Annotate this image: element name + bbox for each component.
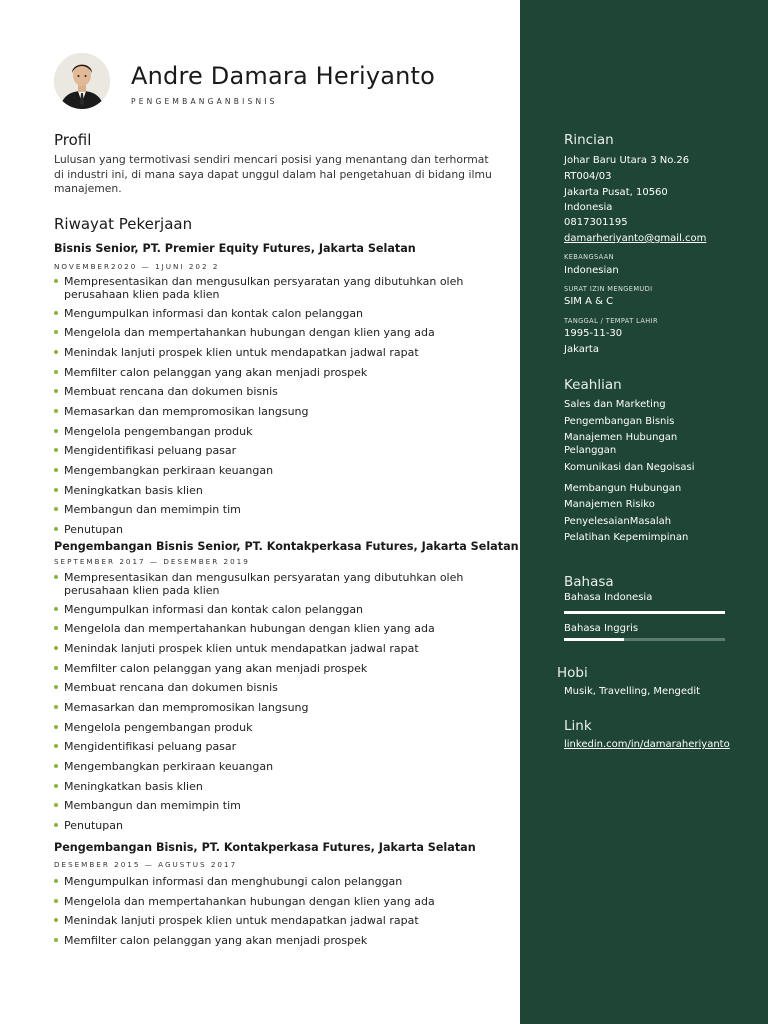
job-duties-list <box>54 571 494 839</box>
list-item: Menindak lanjuti prospek klien untuk mendapatkan jadwal rapat <box>54 346 494 359</box>
person-icon <box>54 53 110 109</box>
list-item: Mengumpulkan informasi dan kontak calon pelanggan <box>54 603 494 616</box>
skill-item: Manajemen Hubungan <box>564 432 678 443</box>
skill-item: PenyelesaianMasalah <box>564 516 672 527</box>
list-item: Memasarkan dan mempromosikan langsung <box>54 701 494 714</box>
list-item: Meningkatkan basis klien <box>54 780 494 793</box>
hobbies-text: Musik, Travelling, Mengedit <box>564 686 701 697</box>
nationality-label: KEBANGSAAN <box>564 253 615 261</box>
candidate-name: Andre Damara Heriyanto <box>131 62 436 90</box>
skill-item: Membangun Hubungan <box>564 483 682 494</box>
language-level-bar <box>564 611 725 614</box>
skill-item: Manajemen Risiko <box>564 499 655 510</box>
profile-summary: Lulusan yang termotivasi sendiri mencari posisi yang menantang dan terhormat di industri ini, di mana saya dapat unggul dalam hal pengetahuan di bidang ilmu manajemen. <box>54 153 492 195</box>
country: Indonesia <box>564 202 613 213</box>
license-label: SURAT IZIN MENGEMUDI <box>564 285 653 293</box>
address-line: Johar Baru Utara 3 No.26 <box>564 155 690 166</box>
list-item: Mengelola dan mempertahankan hubungan dengan klien yang ada <box>54 895 494 908</box>
job-duties-list <box>54 275 494 543</box>
birth-label: TANGGAL / TEMPAT LAHIR <box>564 317 658 325</box>
job-title: Pengembangan Bisnis Senior, PT. Kontakperkasa Futures, Jakarta Selatan <box>54 540 519 553</box>
job-dates: SEPTEMBER 2017 — DESEMBER 2019 <box>54 557 250 566</box>
list-item: Mengelola pengembangan produk <box>54 721 494 734</box>
skill-item: Komunikasi dan Negoisasi <box>564 462 695 473</box>
list-item: Menindak lanjuti prospek klien untuk mendapatkan jadwal rapat <box>54 914 494 927</box>
language-level-bar <box>564 638 725 641</box>
job-dates: NOVEMBER2020 — 1JUNI 202 2 <box>54 262 220 271</box>
skills-heading: Keahlian <box>564 377 622 393</box>
list-item: Membangun dan memimpin tim <box>54 799 494 812</box>
list-item: Mempresentasikan dan mengusulkan persyaratan yang dibutuhkan oleh perusahaan klien pada klien <box>54 571 494 597</box>
profile-photo-avatar <box>54 53 110 109</box>
list-item: Mengelola dan mempertahankan hubungan dengan klien yang ada <box>54 326 494 339</box>
details-sidebar <box>520 0 768 1024</box>
language-name: Bahasa Indonesia <box>564 592 653 603</box>
language-level-fill <box>564 638 624 641</box>
linkedin-link[interactable]: linkedin.com/in/damaraheriyanto <box>564 739 730 750</box>
list-item: Mengidentifikasi peluang pasar <box>54 444 494 457</box>
list-item: Memfilter calon pelanggan yang akan menjadi prospek <box>54 662 494 675</box>
list-item: Memasarkan dan mempromosikan langsung <box>54 405 494 418</box>
language-name: Bahasa Inggris <box>564 623 639 634</box>
job-duties-list <box>54 875 494 954</box>
birth-place: Jakarta <box>564 344 599 355</box>
details-heading: Rincian <box>564 132 614 148</box>
skill-item: Pengembangan Bisnis <box>564 416 675 427</box>
work-history-heading: Riwayat Pekerjaan <box>54 215 193 233</box>
list-item: Mengumpulkan informasi dan kontak calon pelanggan <box>54 307 494 320</box>
language-level-fill <box>564 611 725 614</box>
skill-item: Pelatihan Kepemimpinan <box>564 532 689 543</box>
hobbies-heading: Hobi <box>557 665 588 681</box>
list-item: Mengelola dan mempertahankan hubungan dengan klien yang ada <box>54 622 494 635</box>
profile-heading: Profil <box>54 131 92 149</box>
list-item: Mengembangkan perkiraan keuangan <box>54 760 494 773</box>
candidate-subtitle: PENGEMBANGANBISNIS <box>131 97 278 106</box>
list-item: Membangun dan memimpin tim <box>54 503 494 516</box>
phone-number: 0817301195 <box>564 217 628 228</box>
links-heading: Link <box>564 718 592 734</box>
list-item: Membuat rencana dan dokumen bisnis <box>54 385 494 398</box>
list-item: Mengelola pengembangan produk <box>54 425 494 438</box>
birth-date: 1995-11-30 <box>564 328 623 339</box>
list-item: Meningkatkan basis klien <box>54 484 494 497</box>
list-item: Memfilter calon pelanggan yang akan menjadi prospek <box>54 934 494 947</box>
list-item: Mengumpulkan informasi dan menghubungi calon pelanggan <box>54 875 494 888</box>
languages-heading: Bahasa <box>564 574 614 590</box>
email-link[interactable]: damarheriyanto@gmail.com <box>564 233 707 244</box>
list-item: Penutupan <box>54 523 494 536</box>
list-item: Membuat rencana dan dokumen bisnis <box>54 681 494 694</box>
list-item: Mengidentifikasi peluang pasar <box>54 740 494 753</box>
job-title: Bisnis Senior, PT. Premier Equity Futures, Jakarta Selatan <box>54 242 416 255</box>
list-item: Memfilter calon pelanggan yang akan menjadi prospek <box>54 366 494 379</box>
list-item: Mengembangkan perkiraan keuangan <box>54 464 494 477</box>
address-line: Jakarta Pusat, 10560 <box>564 187 668 198</box>
list-item: Menindak lanjuti prospek klien untuk mendapatkan jadwal rapat <box>54 642 494 655</box>
job-dates: DESEMBER 2015 — AGUSTUS 2017 <box>54 860 238 869</box>
nationality-value: Indonesian <box>564 265 619 276</box>
list-item: Penutupan <box>54 819 494 832</box>
license-value: SIM A & C <box>564 296 614 307</box>
job-title: Pengembangan Bisnis, PT. Kontakperkasa Futures, Jakarta Selatan <box>54 841 476 854</box>
list-item: Mempresentasikan dan mengusulkan persyaratan yang dibutuhkan oleh perusahaan klien pada klien <box>54 275 494 301</box>
skill-item: Sales dan Marketing <box>564 399 666 410</box>
address-line: RT004/03 <box>564 171 612 182</box>
skill-item: Pelanggan <box>564 445 617 456</box>
